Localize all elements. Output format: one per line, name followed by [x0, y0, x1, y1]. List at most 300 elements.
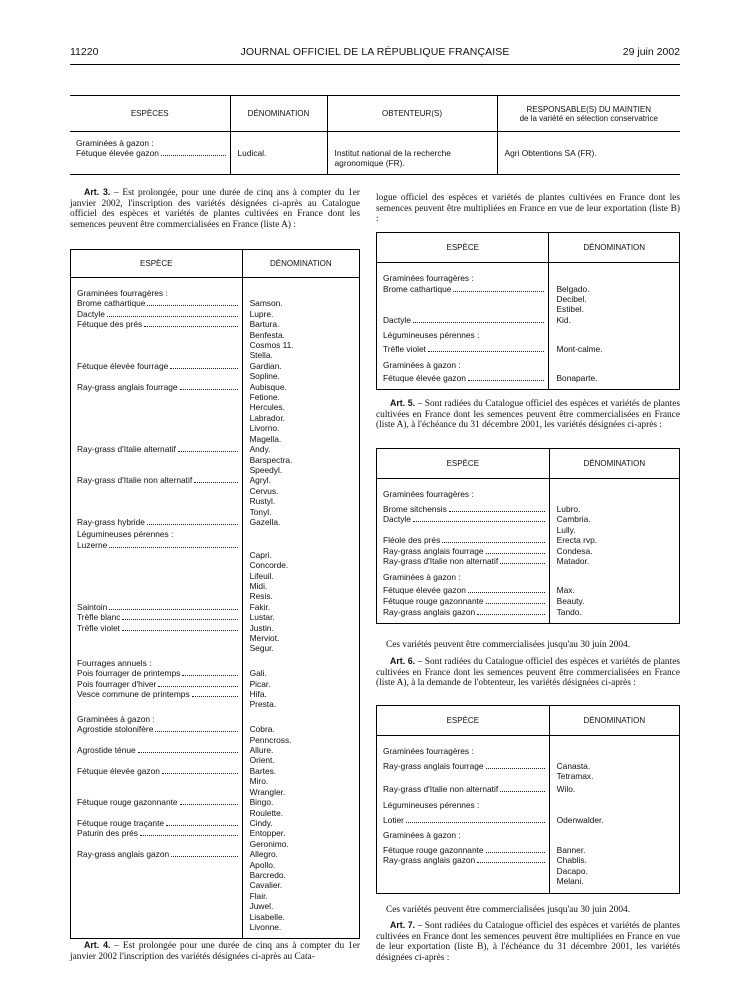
denomination: Max. — [556, 585, 575, 596]
denomination: Flair. — [249, 890, 268, 901]
species-name: Ray-grass anglais fourrage — [383, 760, 484, 771]
table-row — [71, 298, 360, 308]
species-name: Fétuque élevée gazon — [383, 585, 466, 596]
dot-leader — [182, 675, 237, 676]
species-entry — [77, 745, 242, 755]
species-entry — [76, 148, 230, 158]
denomination-list — [242, 724, 359, 745]
article-3 — [70, 187, 360, 230]
denomination: Condesa. — [556, 545, 593, 556]
species-entry — [383, 504, 549, 515]
dot-leader — [109, 547, 237, 548]
denomination-list — [242, 309, 359, 319]
denomination: Justin. — [249, 622, 274, 633]
denomination: Tonyl. — [249, 506, 272, 517]
dot-leader — [170, 368, 237, 369]
page-number: 11220 — [70, 46, 99, 58]
denomination: Labrador. — [249, 412, 285, 423]
group-row — [377, 479, 680, 504]
group-label: Graminées à gazon : — [76, 138, 154, 148]
species-name: Pois fourrager d'hiver — [77, 678, 157, 689]
dot-leader — [468, 380, 545, 381]
dot-leader — [166, 825, 238, 826]
species-name: Ray-grass d'Italie non alternatif — [77, 475, 193, 486]
group-label: Graminées fourragères : — [383, 746, 474, 756]
dot-leader — [192, 696, 238, 697]
dot-leader — [147, 305, 237, 306]
denomination-list — [549, 596, 679, 607]
denomination-list — [242, 623, 359, 654]
table-row — [71, 382, 360, 444]
article-label: Art. 4. — [84, 940, 111, 950]
header-rule — [70, 64, 680, 65]
table-header-row — [377, 449, 680, 479]
table-row — [377, 556, 680, 567]
column-header: ESPÈCES — [70, 96, 230, 132]
table-row — [71, 689, 360, 710]
group-label: Graminées à gazon : — [77, 713, 155, 724]
denomination: Bingo. — [249, 797, 274, 808]
article-text: – Est prolongée pour une durée de cinq ans à compter du 1er janvier 2002 l'inscription des variétés désignées ci-après au Cata- — [70, 941, 360, 962]
denomination: Roulette. — [249, 807, 284, 818]
dot-leader — [449, 511, 545, 512]
table-row — [377, 855, 680, 893]
species-entry — [383, 815, 549, 826]
column-header: ESPÈCE — [377, 233, 549, 263]
denomination: Merviot. — [249, 633, 280, 643]
species-name: Agrostide ténue — [77, 745, 136, 756]
note-art5: Ces variétés peuvent être commercialisées jusqu'au 30 juin 2004. — [386, 640, 631, 650]
table-row — [377, 284, 680, 315]
article-label: Art. 5. — [390, 398, 416, 408]
species-name: Saintoin — [77, 601, 108, 612]
denomination: Cambria. — [556, 514, 591, 525]
species-name: Brome cathartique — [383, 283, 452, 294]
denomination-list — [242, 361, 359, 382]
group-label: Graminées fourragères : — [383, 273, 474, 283]
denomination-list — [242, 517, 359, 527]
species-name: Ray-grass anglais gazon — [383, 606, 476, 617]
denomination-list — [549, 582, 679, 596]
table-header-row — [377, 233, 680, 263]
species-entry — [77, 724, 242, 734]
species-entry — [383, 585, 549, 596]
group-label: Légumineuses pérennes : — [383, 800, 480, 810]
table-header-row — [70, 96, 680, 132]
species-entry — [383, 284, 548, 295]
denomination: Capri. — [249, 549, 272, 560]
denomination-list — [549, 845, 679, 856]
denomination: Allegro. — [249, 849, 278, 860]
denomination: Picar. — [249, 678, 271, 689]
denomination-list — [242, 540, 359, 602]
denomination: Rustyl. — [249, 496, 276, 507]
table-row — [71, 849, 360, 939]
denomination: Dacapo. — [556, 865, 588, 876]
group-label: Graminées à gazon : — [383, 359, 461, 370]
note-art6: Ces variétés peuvent être commercialisées jusqu'au 30 juin 2004. — [386, 905, 631, 915]
denomination: Estibel. — [556, 304, 584, 315]
dot-leader — [161, 155, 226, 156]
species-name: Luzerne — [77, 539, 108, 550]
denomination: Speedyl. — [249, 464, 283, 475]
denomination-list — [242, 689, 359, 710]
dot-leader — [162, 773, 238, 774]
denomination: Bonaparte. — [556, 373, 598, 384]
table-row — [377, 514, 680, 535]
species-name: Brome sitchensis — [383, 503, 447, 514]
species-entry — [77, 679, 242, 689]
species-name: Lotier — [383, 814, 404, 825]
denomination: Benfesta. — [249, 329, 285, 340]
denomination: Andy. — [249, 444, 271, 455]
species-entry — [383, 535, 549, 546]
column-header: DÉNOMINATION — [549, 233, 680, 263]
denomination: Lustar. — [249, 612, 275, 623]
table-row — [71, 309, 360, 319]
denomination-list — [242, 745, 359, 766]
species-entry — [383, 761, 549, 772]
denomination: Odenwalder. — [556, 814, 604, 825]
denomination-list — [549, 341, 680, 355]
denomination: Entopper. — [249, 828, 286, 839]
species-entry — [77, 668, 242, 678]
article-label: Art. 7. — [390, 920, 416, 930]
table-row — [377, 607, 680, 624]
column-header: DÉNOMINATION — [230, 96, 327, 132]
dot-leader — [155, 731, 237, 732]
species-entry — [383, 556, 549, 567]
table-row — [377, 845, 680, 856]
denomination: Magella. — [249, 433, 282, 444]
species-name: Pois fourrager de printemps — [77, 668, 181, 679]
article-6 — [376, 656, 680, 689]
denomination: Bartura. — [249, 319, 280, 330]
table-row — [377, 535, 680, 546]
species-entry — [77, 797, 242, 807]
species-name: Fétuque rouge gazonnante — [383, 595, 484, 606]
denomination: Gardian. — [249, 360, 282, 371]
table-row — [71, 766, 360, 797]
dot-leader — [147, 524, 238, 525]
obtenteur-cell: Institut national de la recherche agronomique (FR). — [327, 132, 497, 175]
group-label: Fourrages annuels : — [77, 657, 152, 668]
denomination-list — [549, 315, 680, 326]
denomination-list — [242, 612, 359, 622]
denomination: Wrangler. — [249, 786, 286, 797]
article-4 — [70, 940, 360, 962]
table-row — [71, 540, 360, 602]
species-entry — [383, 845, 549, 856]
species-name: Fétuque rouge gazonnante — [383, 844, 484, 855]
denomination: Hifa. — [249, 689, 267, 700]
denomination-list — [242, 444, 359, 475]
denomination-list — [242, 298, 359, 308]
denomination-list — [242, 849, 359, 939]
dot-leader — [171, 856, 237, 857]
denomination-list — [242, 818, 359, 828]
denomination: Penncross. — [249, 734, 292, 745]
group-row — [377, 567, 680, 583]
species-entry — [383, 315, 548, 326]
species-name: Ray-grass anglais fourrage — [383, 545, 484, 556]
species-name: Ray-grass d'Italie non alternatif — [383, 784, 499, 795]
group-row — [377, 825, 680, 845]
species-entry — [77, 382, 242, 392]
group-label: Graminées fourragères : — [77, 288, 168, 298]
denomination-list — [242, 668, 359, 678]
denomination: Beauty. — [556, 595, 585, 606]
denomination: Gali. — [249, 668, 267, 679]
table-row — [377, 341, 680, 355]
denomination: Cosmos 11. — [249, 340, 294, 351]
group-label: Graminées à gazon : — [383, 571, 461, 582]
denomination: Geronimo. — [249, 838, 289, 849]
denomination-list — [549, 504, 679, 515]
species-entry — [77, 298, 242, 308]
species-name: Ray-grass anglais gazon — [383, 855, 476, 866]
dot-leader — [442, 542, 544, 543]
denomination-list — [242, 319, 359, 361]
species-name: Fétuque élevée gazon — [76, 148, 159, 158]
denomination-list — [549, 546, 679, 557]
dot-leader — [122, 630, 238, 631]
species-name: Fléole des prés — [383, 535, 441, 545]
table-row — [71, 475, 360, 517]
column-header: ESPÈCE — [377, 449, 550, 479]
denomination-list — [242, 602, 359, 612]
table-row — [71, 602, 360, 612]
species-entry — [77, 319, 242, 329]
dot-leader — [144, 326, 237, 327]
species-entry — [77, 602, 242, 612]
column-header: DÉNOMINATION — [549, 449, 679, 479]
denomination: Segur. — [249, 643, 274, 654]
species-entry — [77, 766, 242, 776]
table-row — [71, 668, 360, 678]
varieties-table-art4 — [376, 232, 680, 390]
denomination: Apollo. — [249, 859, 276, 870]
denomination: Lifeuil. — [249, 570, 274, 581]
column-header: OBTENTEUR(S) — [327, 96, 497, 132]
species-entry — [77, 361, 242, 371]
page-header — [70, 46, 680, 64]
denomination-list — [549, 815, 679, 826]
dot-leader — [413, 521, 545, 522]
article-label: Art. 6. — [390, 656, 416, 666]
denomination: Kid. — [556, 314, 571, 325]
group-label: Légumineuses pérennes : — [77, 529, 174, 540]
species-name: Vesce commune de printemps — [77, 689, 190, 700]
denomination: Belgado. — [556, 283, 590, 294]
varieties-table-art5 — [376, 448, 680, 624]
group-row — [377, 325, 680, 341]
denomination: Matador. — [556, 556, 590, 567]
denomination-list — [549, 607, 679, 624]
dot-leader — [140, 835, 238, 836]
group-row — [71, 654, 360, 668]
denomination: Aubisque. — [249, 381, 287, 392]
table-header-row — [71, 250, 360, 278]
table-row — [71, 319, 360, 361]
dot-leader — [194, 482, 237, 483]
denomination: Canasta. — [556, 760, 591, 771]
table-row — [71, 679, 360, 689]
dot-leader — [122, 619, 237, 620]
denomination: Lupre. — [249, 308, 274, 319]
group-row — [71, 527, 360, 539]
denomination: Chablis. — [556, 855, 587, 866]
denomination: Tando. — [556, 606, 582, 617]
obtenteur-table — [70, 95, 680, 175]
denomination-cell: Ludical. — [230, 132, 327, 175]
denomination: Juwel. — [249, 901, 274, 912]
article-label: Art. 3. — [84, 187, 111, 197]
article-text: – Sont radiées du Catalogue officiel des espèces et variétés de plantes cultivées en France dont les semences peuvent être commercialisées en France (liste A), à la demande de l'obtenteur, les variétés désignées ci-après : — [376, 657, 681, 689]
group-row — [377, 795, 680, 815]
denomination: Fetione. — [249, 392, 280, 403]
denomination-list — [242, 679, 359, 689]
denomination: Miro. — [249, 776, 269, 787]
table-row — [70, 132, 680, 175]
table-row — [377, 582, 680, 596]
species-name: Brome cathartique — [77, 298, 146, 309]
table-row — [71, 724, 360, 745]
species-name: Fétuque élevée gazon — [77, 765, 160, 776]
denomination-list — [242, 828, 359, 849]
denomination-list — [549, 535, 679, 546]
species-entry — [383, 373, 548, 384]
denomination: Allure. — [249, 745, 274, 756]
group-row — [71, 278, 360, 299]
denomination-list — [242, 766, 359, 797]
group-label: Graminées à gazon : — [383, 830, 461, 841]
denomination-list — [549, 761, 679, 782]
dot-leader — [486, 852, 545, 853]
denomination: Cervus. — [249, 485, 279, 496]
denomination: Decibel. — [556, 294, 587, 304]
denomination-list — [549, 855, 679, 893]
dot-leader — [468, 592, 545, 593]
group-label: Légumineuses pérennes : — [383, 330, 480, 341]
denomination: Barcredo. — [249, 869, 286, 880]
denomination: Stella. — [249, 350, 273, 361]
table-row — [71, 623, 360, 654]
dot-leader — [486, 553, 545, 554]
denomination-list — [549, 556, 679, 567]
species-name: Paturin des prés — [77, 828, 138, 839]
table-row — [71, 612, 360, 622]
species-entry — [383, 344, 548, 355]
dot-leader — [158, 686, 237, 687]
species-name: Fétuque élevée fourrage — [77, 360, 169, 371]
denomination-list — [549, 781, 679, 795]
dot-leader — [413, 322, 545, 323]
species-entry — [77, 309, 242, 319]
denomination: Presta. — [249, 699, 277, 710]
column-header-line: RESPONSABLE(S) DU MAINTIEN — [526, 104, 651, 114]
dot-leader — [500, 563, 544, 564]
species-name: Fétuque des prés — [77, 319, 143, 330]
denomination: Livonne. — [249, 921, 282, 932]
table-row — [71, 797, 360, 818]
species-name: Ray-grass anglais gazon — [77, 849, 170, 860]
dot-leader — [453, 291, 544, 292]
species-name: Fétuque rouge gazonnante — [77, 797, 178, 808]
denomination: Cobra. — [249, 724, 275, 735]
dot-leader — [486, 603, 545, 604]
column-header: DÉNOMINATION — [549, 706, 679, 736]
denomination: Tetramax. — [556, 771, 594, 781]
group-label: Graminées fourragères : — [383, 489, 474, 499]
dot-leader — [500, 791, 544, 792]
article-4-continuation: logue officiel des espèces et variétés de plantes cultivées en France dont les semences peuvent être multipliées en France en vue de leur exportation (liste B) : — [376, 193, 680, 225]
column-header: DÉNOMINATION — [242, 250, 359, 278]
dot-leader — [178, 451, 238, 452]
table-row — [377, 815, 680, 826]
table-row — [71, 818, 360, 828]
dot-leader — [486, 768, 545, 769]
denomination: Fakir. — [249, 601, 271, 612]
dot-leader — [180, 389, 238, 390]
table-row — [377, 504, 680, 515]
article-text: – Sont radiées du Catalogue officiel des espèces et variétés de plantes cultivées en France dont les semences peuvent être commercialisées en France (liste A), à l'échéance du 31 décembre 2001, les variétés désignées ci-après : — [376, 399, 681, 431]
denomination-list — [242, 475, 359, 517]
denomination: Cindy. — [249, 817, 273, 828]
dot-leader — [180, 804, 238, 805]
species-name: Agrostide stolonifère — [77, 724, 154, 735]
denomination: Agryl. — [249, 475, 271, 486]
denomination-list — [549, 284, 680, 315]
group-row — [377, 355, 680, 371]
table-row — [71, 517, 360, 527]
dot-leader — [107, 316, 238, 317]
publication-date: 29 juin 2002 — [622, 46, 680, 58]
species-entry — [77, 849, 242, 859]
journal-title: JOURNAL OFFICIEL DE LA RÉPUBLIQUE FRANÇAISE — [240, 46, 510, 58]
denomination: Hercules. — [249, 402, 285, 413]
species-name: Trèfle blanc — [77, 612, 121, 623]
table-row — [377, 546, 680, 557]
group-row — [377, 263, 680, 284]
species-name: Dactyle — [77, 308, 105, 319]
table-row — [71, 828, 360, 849]
table-row — [377, 781, 680, 795]
article-5 — [376, 398, 680, 431]
dot-leader — [406, 822, 545, 823]
species-entry — [383, 514, 549, 525]
species-cell — [70, 132, 230, 175]
denomination-list — [242, 797, 359, 818]
column-header: ESPÈCE — [377, 706, 550, 736]
species-entry — [77, 623, 242, 633]
denomination: Midi. — [249, 580, 268, 591]
species-entry — [77, 444, 242, 454]
denomination-list — [549, 514, 679, 535]
article-text: – Sont radiées du Catalogue officiel des espèces et variétés de plantes cultivées en France dont les semences peuvent être multipliées en France en vue de leur exportation (liste B), à l'échéance du 31 décembre 2001, les variétés désignées ci-après : — [376, 921, 681, 963]
denomination: Concorde. — [249, 560, 289, 571]
dot-leader — [109, 609, 237, 610]
species-name: Ray-grass anglais fourrage — [77, 381, 178, 392]
table-row — [377, 761, 680, 782]
table-row — [71, 444, 360, 475]
denomination: Barspectra. — [249, 454, 293, 465]
species-name: Dactyle — [383, 514, 411, 525]
species-name: Fétuque rouge traçante — [77, 817, 165, 828]
denomination: Mont-calme. — [556, 344, 603, 354]
denomination: Samson. — [249, 298, 283, 309]
species-entry — [77, 475, 242, 485]
